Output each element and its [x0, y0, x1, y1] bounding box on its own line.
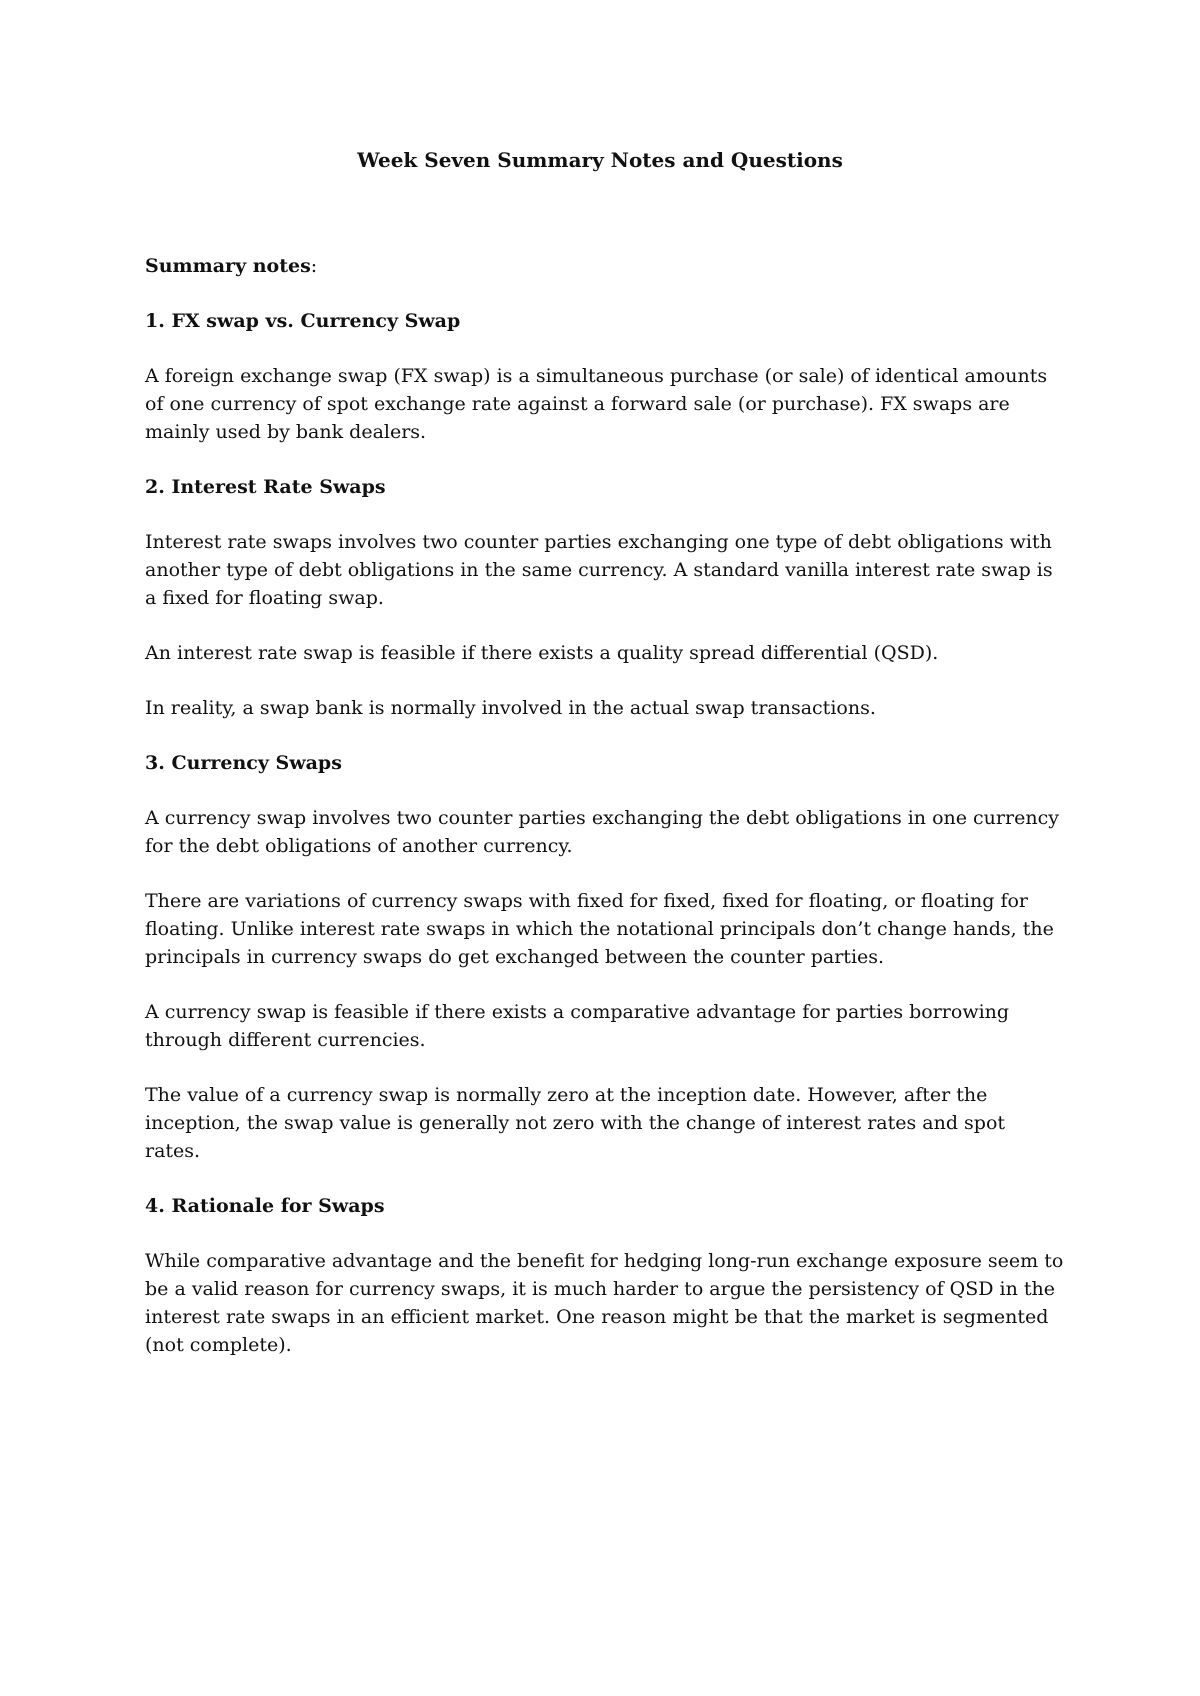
section-heading-rationale-for-swaps: 4. Rationale for Swaps — [145, 1195, 385, 1217]
section-heading-interest-rate-swaps: 2. Interest Rate Swaps — [145, 476, 386, 498]
summary-notes-label — [145, 252, 1065, 280]
summary-notes-colon: : — [310, 255, 318, 277]
paragraph-currency-swap-feasibility: A currency swap is feasible if there exists a comparative advantage for parties borrowing through different currencies. — [145, 1001, 1010, 1051]
paragraph-fx-swap-definition: A foreign exchange swap (FX swap) is a simultaneous purchase (or sale) of identical amounts of one currency of spot exchange rate against a forward sale (or purchase). FX swaps are mainly used by bank dealers. — [145, 365, 1048, 443]
paragraph-rationale: While comparative advantage and the benefit for hedging long-run exchange exposure seem to be a valid reason for currency swaps, it is much harder to argue the persistency of QSD in the interest rate swaps in an efficient market. One reason might be that the market is segmented (not complete). — [145, 1250, 1064, 1356]
paragraph-interest-rate-swap-feasibility: An interest rate swap is feasible if there exists a quality spread differential (QSD). — [145, 642, 939, 664]
paragraph-currency-swap-definition: A currency swap involves two counter parties exchanging the debt obligations in one currency for the debt obligations of another currency. — [145, 807, 1059, 857]
section-heading-fx-swap: 1. FX swap vs. Currency Swap — [145, 310, 461, 332]
summary-notes-label-text: Summary notes — [145, 255, 311, 277]
paragraph-currency-swap-value: The value of a currency swap is normally zero at the inception date. However, after the inception, the swap value is generally not zero with the change of interest rates and spot rates. — [145, 1084, 1006, 1162]
document-title: Week Seven Summary Notes and Questions — [357, 148, 843, 172]
paragraph-swap-bank: In reality, a swap bank is normally involved in the actual swap transactions. — [145, 697, 876, 719]
paragraph-currency-swap-variations: There are variations of currency swaps with fixed for fixed, fixed for floating, or floating for floating. Unlike interest rate swaps in which the notational principals don’t change hands, the principals in currency swaps do get exchanged between the counter parties. — [145, 890, 1054, 968]
paragraph-interest-rate-swap-definition: Interest rate swaps involves two counter parties exchanging one type of debt obligations with another type of debt obligations in the same currency. A standard vanilla interest rate swap is a fixed for floating swap. — [145, 531, 1053, 609]
section-heading-currency-swaps: 3. Currency Swaps — [145, 752, 342, 774]
document-body — [145, 252, 1065, 1386]
